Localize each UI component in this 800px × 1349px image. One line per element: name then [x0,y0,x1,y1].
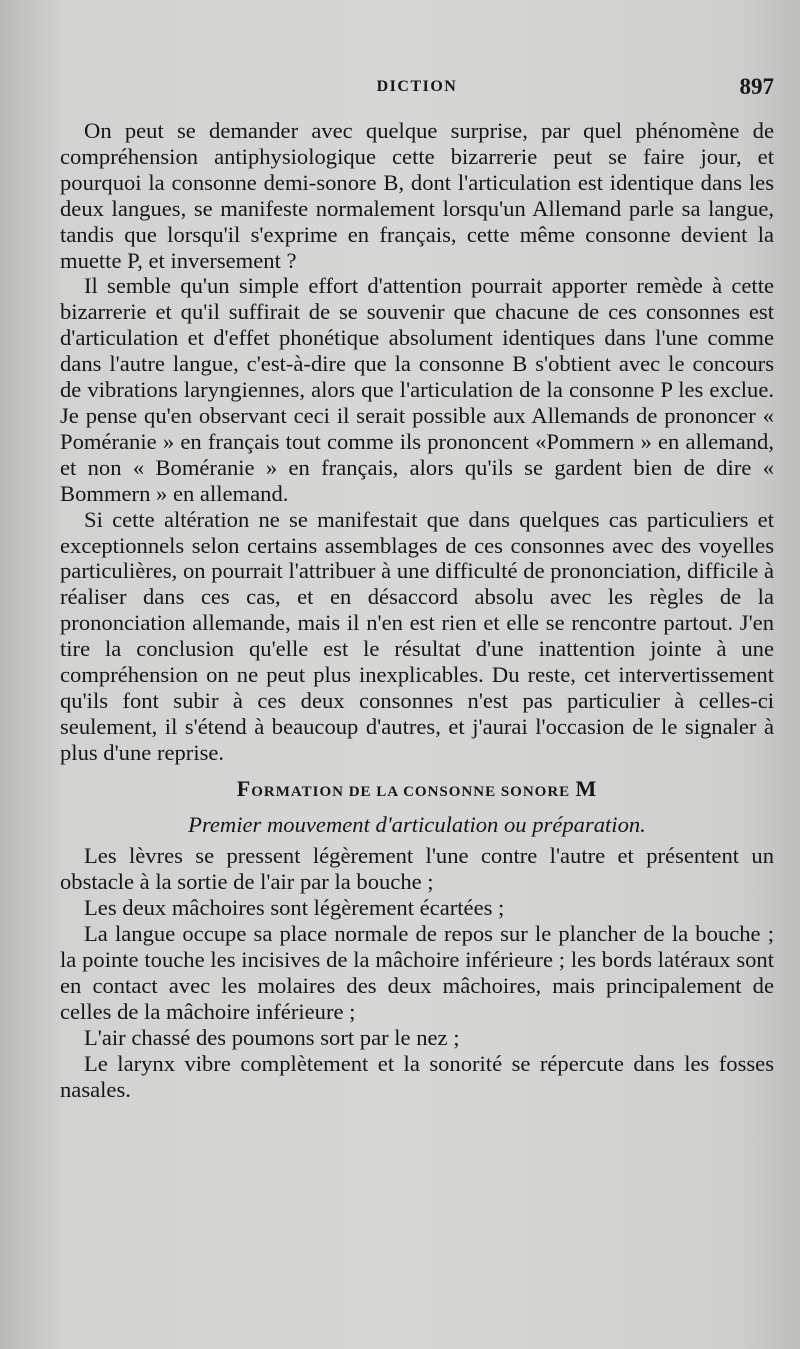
page-header [60,74,774,108]
section-heading-text: ORMATION DE LA CONSONNE SONORE [251,783,571,800]
section-heading [60,776,774,806]
paragraph: On peut se demander avec quelque surprise, par quel phénomène de compréhension antiphysiologique cette bizarrerie peut se faire jour, et pourquoi la consonne demi-sonore B, dont l'articulation est identique dans les deux langues, se manifeste normalement lorsqu'un Allemand parle sa langue, tandis que lorsqu'il s'exprime en français, cette même consonne devient la muette P, et inversement ? [60,118,774,273]
list-item: Les deux mâchoires sont légèrement écartées ; [84,895,505,921]
running-title: DICTION [376,78,458,95]
list-item: Les lèvres se pressent légèrement l'une contre l'autre et présentent un obstacle à la sortie de l'air par la bouche ; [60,843,774,895]
section-heading-letter: M [575,775,598,801]
paragraph: Si cette altération ne se manifestait que dans quelques cas particuliers et exceptionnels selon certains assemblages de ces consonnes avec des voyelles particulières, on pourrait l'attribuer à une difficulté de prononciation, difficile à réaliser dans ces cas, et en désaccord absolu avec les règles de la prononciation allemande, mais il n'en est rien et elle se rencontre partout. J'en tire la conclusion qu'elle est le résultat d'une inattention jointe à une compréhension on ne peut plus inexplicables. Du reste, cet intervertissement qu'ils font subir à ces deux consonnes n'est pas particulier à celles-ci seulement, il s'étend à beaucoup d'autres, et j'aurai l'occasion de le signaler à plus d'une reprise. [60,506,774,765]
section-heading-initial: F [236,775,252,801]
list-item: La langue occupe sa place normale de repos sur le plancher de la bouche ; la pointe touche les incisives de la mâchoire inférieure ; les bords latéraux sont en contact avec les molaires des deux mâchoires, mais principalement de celles de la mâchoire inférieure ; [60,921,774,1024]
list-item: Le larynx vibre complètement et la sonorité se répercute dans les fosses nasales. [60,1050,774,1102]
body-text [60,118,774,1103]
paragraph: Il semble qu'un simple effort d'attention pourrait apporter remède à cette bizarrerie et qu'il suffirait de se souvenir que chacune de ces consonnes est d'articulation et d'effet phonétique absolument identiques dans l'une comme dans l'autre langue, c'est-à-dire que la consonne B s'obtient avec le concours de vibrations laryngiennes, alors que l'articulation de la consonne P les exclue. Je pense qu'en observant ceci il serait possible aux Allemands de prononcer « Poméranie » en français tout comme ils prononcent «Pommern » en allemand, et non « Boméranie » en français, alors qu'ils se gardent bien de dire « Bommern » en allemand. [60,273,774,506]
list-item: L'air chassé des poumons sort par le nez ; [84,1024,460,1050]
section-subheading: Premier mouvement d'articulation ou préparation. [188,811,646,837]
page-number: 897 [739,74,774,99]
